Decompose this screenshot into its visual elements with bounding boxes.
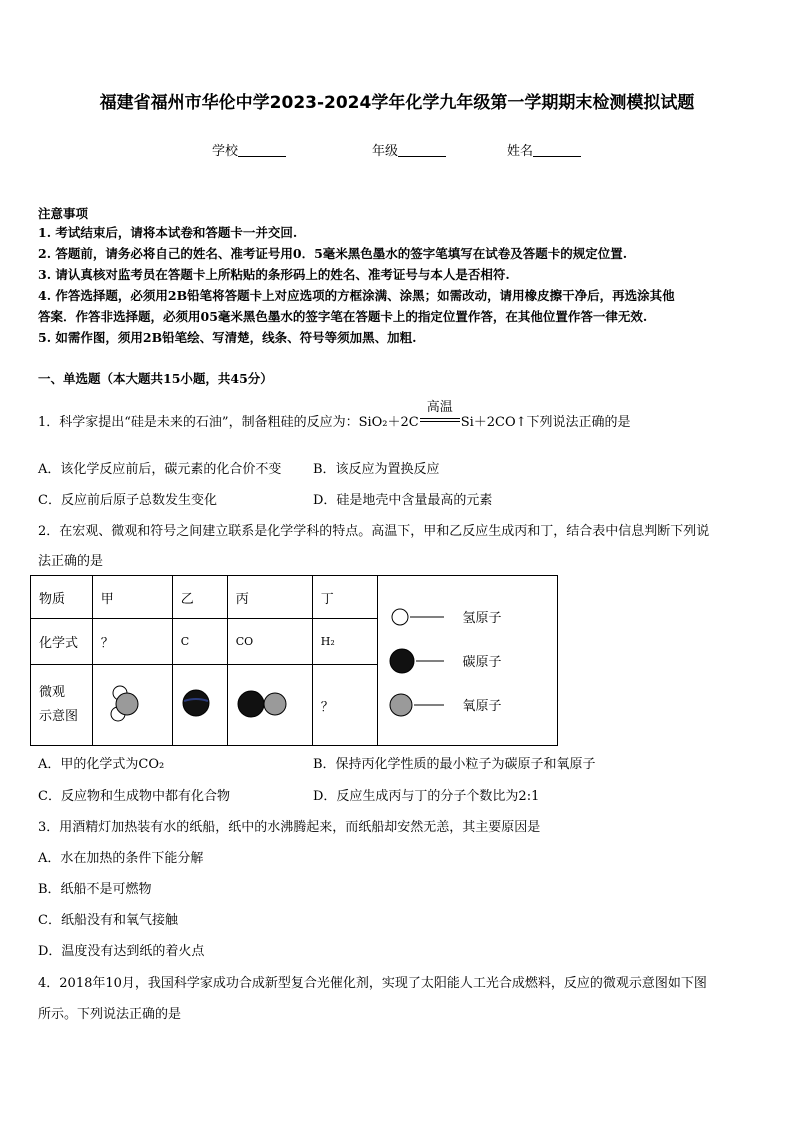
model-ding-unknown: ？ <box>312 665 378 746</box>
molecule-yi-icon <box>173 673 227 733</box>
grade-blank <box>398 144 446 157</box>
substance-yi: 乙 <box>172 576 227 619</box>
notice-item: 2. 答题前，请务必将自己的姓名、准考证号用0．5毫米黑色墨水的签字笔填写在试卷及答题卡的规定位置. <box>38 246 628 261</box>
notice-item: 4. 作答选择题，必须用2B铅笔将答题卡上对应选项的方框涂满、涂黑；如需改动，请用橡皮擦干净后，再选涂其他 <box>38 288 675 303</box>
q1-reaction-arrow <box>419 400 461 428</box>
notice-item: 5. 如需作图，须用2B铅笔绘、写清楚，线条、符号等须加黑、加粗. <box>38 330 417 345</box>
notice-heading: 注意事项 <box>38 206 89 221</box>
notice-item: 3. 请认真核对监考员在答题卡上所粘贴的条形码上的姓名、准考证号与本人是否相符. <box>38 267 510 282</box>
carbon-atom-icon <box>388 647 446 675</box>
q1-text-after: Si＋2CO↑下列说法正确的是 <box>460 415 631 430</box>
grade-label: 年级 <box>372 144 399 159</box>
oxygen-atom-icon <box>388 692 446 718</box>
model-bing <box>227 665 312 746</box>
legend-oxygen <box>388 683 557 727</box>
school-blank <box>238 144 286 157</box>
legend-carbon <box>388 639 557 683</box>
formula-jia: ？ <box>92 619 172 665</box>
q1-option-d: D．硅是地壳中含量最高的元素 <box>313 493 493 508</box>
substance-ding: 丁 <box>312 576 378 619</box>
legend-carbon-label: 碳原子 <box>462 655 502 670</box>
q2-option-d: D．反应生成丙与丁的分子个数比为2:1 <box>313 789 540 804</box>
q1-text-before: 1．科学家提出“硅是未来的石油”，制备粗硅的反应为：SiO₂＋2C <box>38 415 419 430</box>
q4-line-1: 4．2018年10月，我国科学家成功合成新型复合光催化剂，实现了太阳能人工光合成燃料，反应的微观示意图如下图 <box>38 976 707 991</box>
model-jia <box>92 665 172 746</box>
name-label: 姓名 <box>507 144 534 159</box>
row-header-substance: 物质 <box>31 576 93 619</box>
formula-bing: CO <box>227 619 312 665</box>
section-heading: 一、单选题（本大题共15小题，共45分） <box>38 371 273 386</box>
school-label: 学校 <box>212 144 239 159</box>
hydrogen-atom-icon <box>388 607 446 627</box>
q1-condition: 高温 <box>426 400 453 415</box>
legend-oxygen-label: 氧原子 <box>462 699 502 714</box>
school-field <box>212 140 286 159</box>
q4-line-2: 所示。下列说法正确的是 <box>38 1007 182 1022</box>
row-header-model <box>31 665 93 746</box>
q1-option-a: A．该化学反应前后，碳元素的化合价不变 <box>38 462 282 477</box>
q2-line-2: 法正确的是 <box>38 554 104 569</box>
q3-option-a: A．水在加热的条件下能分解 <box>38 851 204 866</box>
q1-option-c: C．反应前后原子总数发生变化 <box>38 493 217 508</box>
q3-text: 3．用酒精灯加热装有水的纸船，纸中的水沸腾起来，而纸船却安然无恙，其主要原因是 <box>38 820 541 835</box>
question-1 <box>38 400 631 430</box>
formula-yi: C <box>172 619 227 665</box>
name-blank <box>533 144 581 157</box>
notice-item: 1. 考试结束后，请将本试卷和答题卡一并交回. <box>38 225 298 240</box>
notice-item: 答案．作答非选择题，必须用05毫米黑色墨水的签字笔在答题卡上的指定位置作答，在其他位置作答一律无效. <box>38 309 648 324</box>
name-field <box>507 140 581 159</box>
substance-table <box>30 575 558 746</box>
substance-jia: 甲 <box>92 576 172 619</box>
q2-line-1: 2．在宏观、微观和符号之间建立联系是化学学科的特点。高温下，甲和乙反应生成丙和丁，结合表中信息判断下列说 <box>38 524 710 539</box>
q2-option-c: C．反应物和生成物中都有化合物 <box>38 789 230 804</box>
substance-bing: 丙 <box>227 576 312 619</box>
q3-option-c: C．纸船没有和氧气接触 <box>38 913 178 928</box>
legend-hydrogen-label: 氢原子 <box>462 611 502 626</box>
row-header-model-line-2: 示意图 <box>39 709 79 724</box>
q1-option-b: B．该反应为置换反应 <box>313 462 440 477</box>
formula-ding: H₂ <box>312 619 378 665</box>
legend-hydrogen <box>388 595 557 639</box>
molecule-jia-icon <box>93 673 171 733</box>
page-title: 福建省福州市华伦中学2023-2024学年化学九年级第一学期期末检测模拟试题 <box>99 93 695 113</box>
q2-option-b: B．保持丙化学性质的最小粒子为碳原子和氧原子 <box>313 757 596 772</box>
q3-option-d: D．温度没有达到纸的着火点 <box>38 944 205 959</box>
molecule-bing-icon <box>228 673 312 733</box>
q3-option-b: B．纸船不是可燃物 <box>38 882 152 897</box>
model-yi <box>172 665 227 746</box>
row-header-model-line-1: 微观 <box>39 685 66 700</box>
atom-legend <box>378 576 558 746</box>
row-header-formula: 化学式 <box>31 619 93 665</box>
q2-option-a: A．甲的化学式为CO₂ <box>38 757 165 772</box>
grade-field <box>372 140 446 159</box>
